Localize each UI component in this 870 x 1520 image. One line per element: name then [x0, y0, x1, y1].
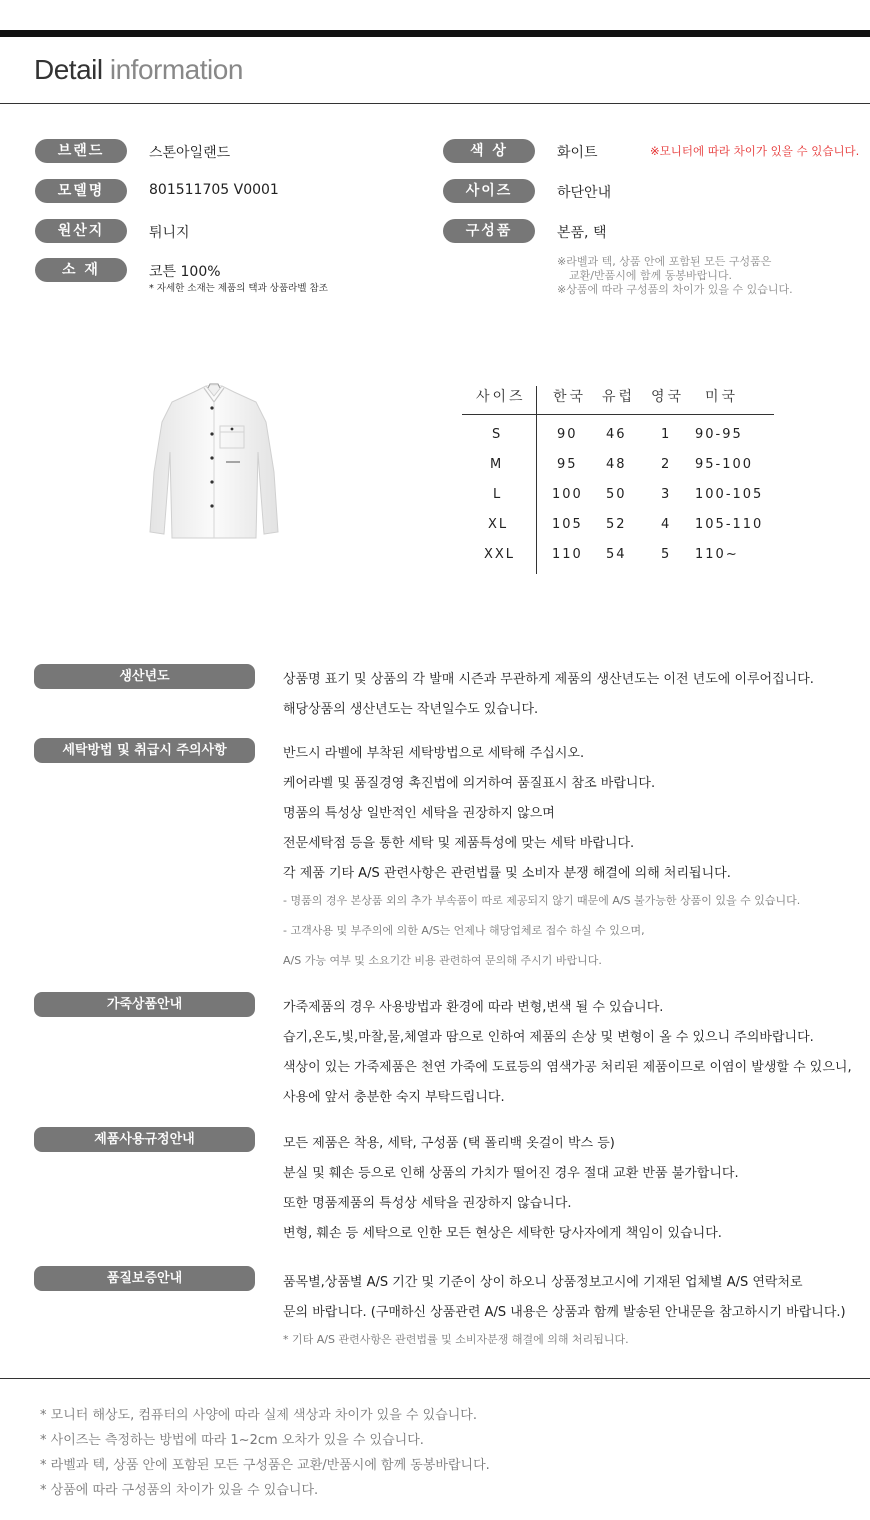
product-image	[148, 382, 280, 542]
table-cell: 105-110	[695, 517, 764, 532]
table-cell: 50	[606, 487, 627, 502]
title-word-detail: Detail	[34, 54, 103, 85]
usage-label: 제품사용규정안내	[34, 1127, 255, 1152]
color-note: ※모니터에 따라 차이가 있을 수 있습니다.	[650, 144, 860, 158]
size-table	[462, 386, 774, 576]
material-value: 코튼 100%	[149, 264, 221, 280]
origin-label: 원산지	[35, 219, 127, 243]
washing-line-1: 반드시 라벨에 부착된 세탁방법으로 세탁해 주십시오.	[283, 746, 585, 761]
usage-line-2: 분실 및 훼손 등으로 인해 상품의 가치가 떨어진 경우 절대 교환 반품 불가합니다.	[283, 1166, 739, 1181]
table-cell: M	[490, 457, 504, 472]
washing-line-2: 케어라벨 및 품질경영 촉진법에 의거하여 품질표시 참조 바랍니다.	[283, 776, 656, 791]
warranty-line-1: 품목별,상품별 A/S 기간 및 기준이 상이 하오니 상품정보고시에 기재된 업체별 A/S 연락처로	[283, 1275, 803, 1290]
production-line-1: 상품명 표기 및 상품의 각 발매 시즌과 무관하게 제품의 생산년도는 이전 년도에 이루어집니다.	[283, 672, 814, 687]
leather-line-4: 사용에 앞서 충분한 숙지 부탁드립니다.	[283, 1090, 505, 1105]
washing-sub-line-2: - 고객사용 및 부주의에 의한 A/S는 언제나 해당업체로 접수 하실 수 있으며,	[283, 924, 645, 937]
white-shirt-image	[148, 382, 280, 542]
size-table-column-rule	[536, 386, 537, 574]
size-header-size: 사이즈	[476, 389, 526, 405]
size-label: 사이즈	[443, 179, 535, 203]
production-line-2: 해당상품의 생산년도는 작년일수도 있습니다.	[283, 702, 539, 717]
table-cell: 95	[557, 457, 578, 472]
table-cell: XL	[488, 517, 509, 532]
usage-line-1: 모든 제품은 착용, 세탁, 구성품 (택 폴리백 옷걸이 박스 등)	[283, 1136, 615, 1151]
size-header-us: 미국	[705, 389, 739, 405]
table-cell: 1	[661, 427, 672, 442]
header-divider	[0, 103, 870, 104]
brand-label: 브랜드	[35, 139, 127, 163]
size-value: 하단안내	[557, 185, 612, 201]
footer-note-2: * 사이즈는 측정하는 방법에 따라 1~2cm 오차가 있을 수 있습니다.	[40, 1433, 424, 1448]
usage-line-4: 변형, 훼손 등 세탁으로 인한 모든 현상은 세탁한 당사자에게 책임이 있습니다.	[283, 1226, 722, 1241]
model-value: 801511705 V0001	[149, 182, 279, 198]
footer-note-4: * 상품에 따라 구성품의 차이가 있을 수 있습니다.	[40, 1483, 319, 1498]
brand-value: 스톤아일랜드	[149, 145, 231, 161]
size-table-header-rule	[462, 414, 774, 415]
warranty-line-2: 문의 바랍니다. (구매하신 상품관련 A/S 내용은 상품과 함께 발송된 안내문을 참고하시기 바랍니다.)	[283, 1305, 846, 1320]
color-label: 색 상	[443, 139, 535, 163]
size-header-kr: 한국	[553, 389, 587, 405]
table-cell: 110	[552, 547, 583, 562]
title-word-information: information	[109, 54, 243, 85]
washing-sub-line-1: - 명품의 경우 본상품 외의 추가 부속품이 따로 제공되지 않기 때문에 A/S 불가능한 상품이 있을 수 있습니다.	[283, 894, 801, 907]
leather-line-2: 습기,온도,빛,마찰,물,체열과 땀으로 인하여 제품의 손상 및 변형이 올 수 있으니 주의바랍니다.	[283, 1030, 814, 1045]
table-cell: 52	[606, 517, 627, 532]
washing-line-4: 전문세탁점 등을 통한 세탁 및 제품특성에 맞는 세탁 바랍니다.	[283, 836, 635, 851]
footer-note-3: * 라벨과 텍, 상품 안에 포함된 모든 구성품은 교환/반품시에 함께 동봉바랍니다.	[40, 1458, 490, 1473]
production-year-label: 생산년도	[34, 664, 255, 689]
size-header-eu: 유럽	[602, 389, 636, 405]
leather-label: 가죽상품안내	[34, 992, 255, 1017]
size-header-uk: 영국	[651, 389, 685, 405]
table-cell: 46	[606, 427, 627, 442]
table-cell: 110~	[695, 547, 739, 562]
table-cell: 3	[661, 487, 672, 502]
components-note-2: 교환/반품시에 함께 동봉바랍니다.	[569, 269, 732, 282]
washing-line-5: 각 제품 기타 A/S 관련사항은 관련법률 및 소비자 분쟁 해결에 의해 처리됩니다.	[283, 866, 731, 881]
washing-label: 세탁방법 및 취급시 주의사항	[34, 738, 255, 763]
table-cell: 90-95	[695, 427, 743, 442]
leather-line-1: 가죽제품의 경우 사용방법과 환경에 따라 변형,변색 될 수 있습니다.	[283, 1000, 664, 1015]
origin-value: 튀니지	[149, 225, 190, 241]
color-value: 화이트	[557, 145, 598, 161]
table-cell: XXL	[484, 547, 516, 562]
table-cell: 2	[661, 457, 672, 472]
table-cell: 48	[606, 457, 627, 472]
footer-divider	[0, 1378, 870, 1379]
washing-sub-line-3: A/S 가능 여부 및 소요기간 비용 관련하여 문의해 주시기 바랍니다.	[283, 954, 602, 967]
usage-line-3: 또한 명품제품의 특성상 세탁을 권장하지 않습니다.	[283, 1196, 572, 1211]
warranty-label: 품질보증안내	[34, 1266, 255, 1291]
leather-line-3: 색상이 있는 가죽제품은 천연 가죽에 도료등의 염색가공 처리된 제품이므로 이염이 발생할 수 있으니,	[283, 1060, 852, 1075]
top-bar	[0, 30, 870, 37]
table-cell: 100-105	[695, 487, 764, 502]
table-cell: L	[493, 487, 503, 502]
table-cell: 5	[661, 547, 672, 562]
table-cell: 90	[557, 427, 578, 442]
warranty-sub-line-1: * 기타 A/S 관련사항은 관련법률 및 소비자분쟁 해결에 의해 처리됩니다.	[283, 1333, 629, 1346]
components-note-1: ※라벨과 텍, 상품 안에 포함된 모든 구성품은	[557, 255, 772, 268]
table-cell: 100	[552, 487, 583, 502]
table-cell: 4	[661, 517, 672, 532]
table-cell: 54	[606, 547, 627, 562]
washing-line-3: 명품의 특성상 일반적인 세탁을 권장하지 않으며	[283, 806, 555, 821]
table-cell: 105	[552, 517, 583, 532]
components-note-3: ※상품에 따라 구성품의 차이가 있을 수 있습니다.	[557, 283, 793, 296]
table-cell: 95-100	[695, 457, 754, 472]
components-value: 본품, 택	[557, 225, 607, 241]
model-label: 모델명	[35, 179, 127, 203]
material-note: * 자세한 소재는 제품의 택과 상품라벨 참조	[149, 283, 328, 294]
components-label: 구성품	[443, 219, 535, 243]
page-title	[34, 54, 243, 86]
footer-note-1: * 모니터 해상도, 컴퓨터의 사양에 따라 실제 색상과 차이가 있을 수 있습니다.	[40, 1408, 477, 1423]
table-cell: S	[492, 427, 503, 442]
material-label: 소 재	[35, 258, 127, 282]
